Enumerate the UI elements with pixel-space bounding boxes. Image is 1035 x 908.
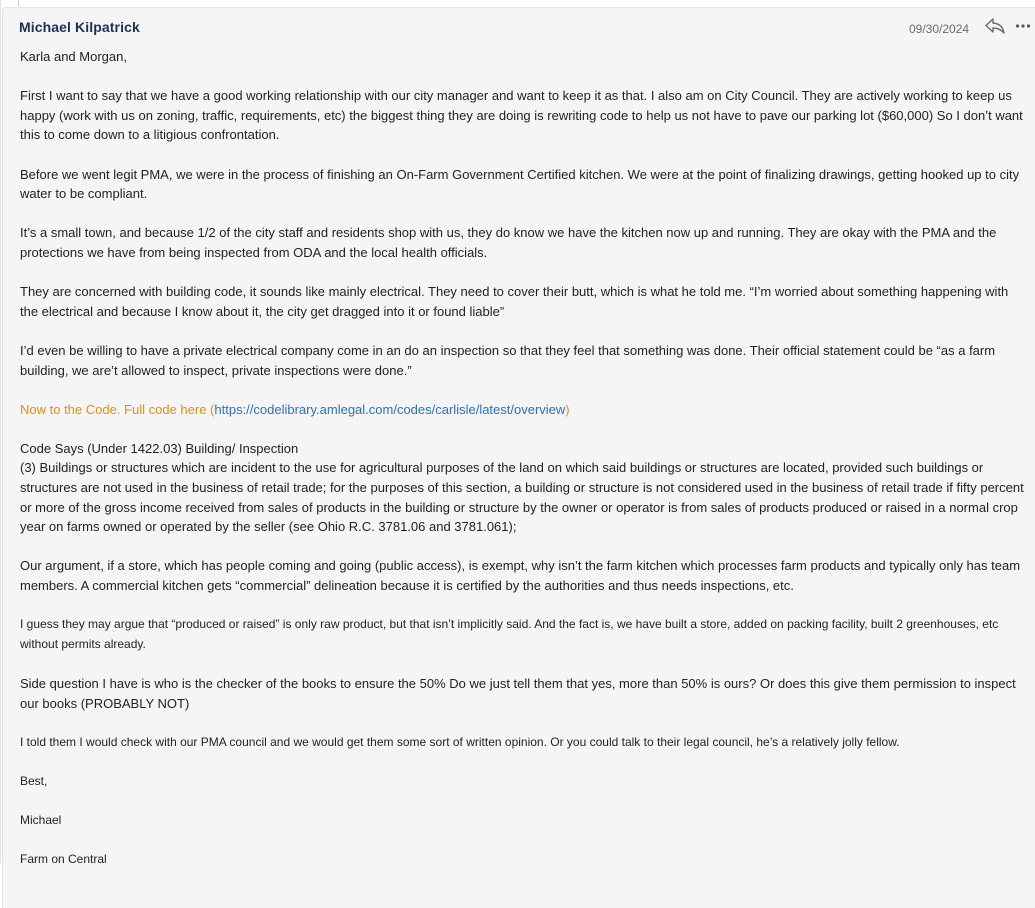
previous-message-edge — [18, 0, 1035, 6]
paragraph-argument: Our argument, if a store, which has people coming and going (public access), is exempt, why isn’t the farm kitchen which processes farm products and typically only has team members. A commercial kitchen gets “commercial” delineation because it is certified by the authorities and thus needs inspections, etc. — [20, 558, 1021, 594]
sender-name[interactable]: Michael Kilpatrick — [19, 19, 140, 35]
message-body — [20, 47, 1028, 890]
sign-off: Best, — [20, 773, 48, 788]
email-message-card — [2, 7, 1035, 908]
greeting: Karla and Morgan, — [20, 49, 127, 64]
code-intro-close: ) — [565, 401, 570, 417]
left-edge-divider — [0, 0, 1, 863]
reply-icon[interactable] — [984, 17, 1006, 35]
paragraph-private-inspection: I’d even be willing to have a private electrical company come in an do an inspection so that they feel that something was done. Their official statement could be “as a farm building, we are’t allowed to inspect, private inspections were done.” — [20, 342, 996, 378]
paragraph-building-code: They are concerned with building code, it sounds like mainly electrical. They need to cover their butt, which is what he told me. “I’m worried about something happening with the electrical and because I know about it, the city get dragged into it or found liable” — [20, 284, 1009, 319]
message-date: 09/30/2024 — [909, 22, 970, 36]
signature-company: Farm on Central — [20, 852, 107, 867]
code-library-link[interactable]: https://codelibrary.amlegal.com/codes/carlisle/latest/overview — [214, 401, 566, 417]
code-excerpt: (3) Buildings or structures which are incident to the use for agricultural purposes of the land on which said buildings or structures are located, provided such buildings or structures are not used in the business of retail trade; for the purposes of this section, a building or structure is not considered used in the business of retail trade if fifty percent or more of the gross income received from sales of products in the building or structure by the owner or operator is from sales of products produced or raised in a normal crop year on farms owned or operated by the seller (see Ohio R.C. 3781.06 and 3781.061); — [20, 460, 1024, 535]
more-options-icon[interactable] — [1015, 17, 1031, 35]
paragraph-pma-council: I told them I would check with our PMA council and we would get them some sort of written opinion. Or you could talk to their legal council, he’s a relatively jolly fellow. — [20, 734, 900, 749]
paragraph-produced-or-raised: I guess they may argue that “produced or raised” is only raw product, but that isn’t implicitly said. And the fact is, we have built a store, added on packing facility, built 2 greenhouses, etc without permits already. — [20, 617, 999, 651]
code-intro-text: Now to the Code. Full code here ( — [20, 401, 215, 417]
paragraph-city-relationship: First I want to say that we have a good working relationship with our city manager and want to keep it as that. I also am on City Council. They are actively working to keep us happy (work with us on zoning, traffic, requirements, etc) the biggest thing they are doing is rewriting code to help us not have to pave our parking lot ($60,000) So I don’t want this to come down to a litigious confrontation. — [20, 88, 1023, 143]
paragraph-kitchen: Before we went legit PMA, we were in the process of finishing an On-Farm Government Certified kitchen. We were at the point of finalizing drawings, getting hooked up to city water to be compliant. — [20, 166, 1020, 202]
paragraph-code-reference — [20, 400, 1028, 420]
signature-name: Michael — [20, 813, 62, 828]
paragraph-small-town: It’s a small town, and because 1/2 of the city staff and residents shop with us, they do know we have the kitchen now up and running. They are okay with the PMA and the protections we have from being inspected from ODA and the local health officials. — [20, 225, 997, 260]
code-heading: Code Says (Under 1422.03) Building/ Inspection — [20, 440, 299, 456]
paragraph-side-question: Side question I have is who is the checker of the books to ensure the 50% Do we just tell them that yes, more than 50% is ours? Or does this give them permission to inspect our books (PROBABLY NOT) — [20, 676, 1016, 711]
